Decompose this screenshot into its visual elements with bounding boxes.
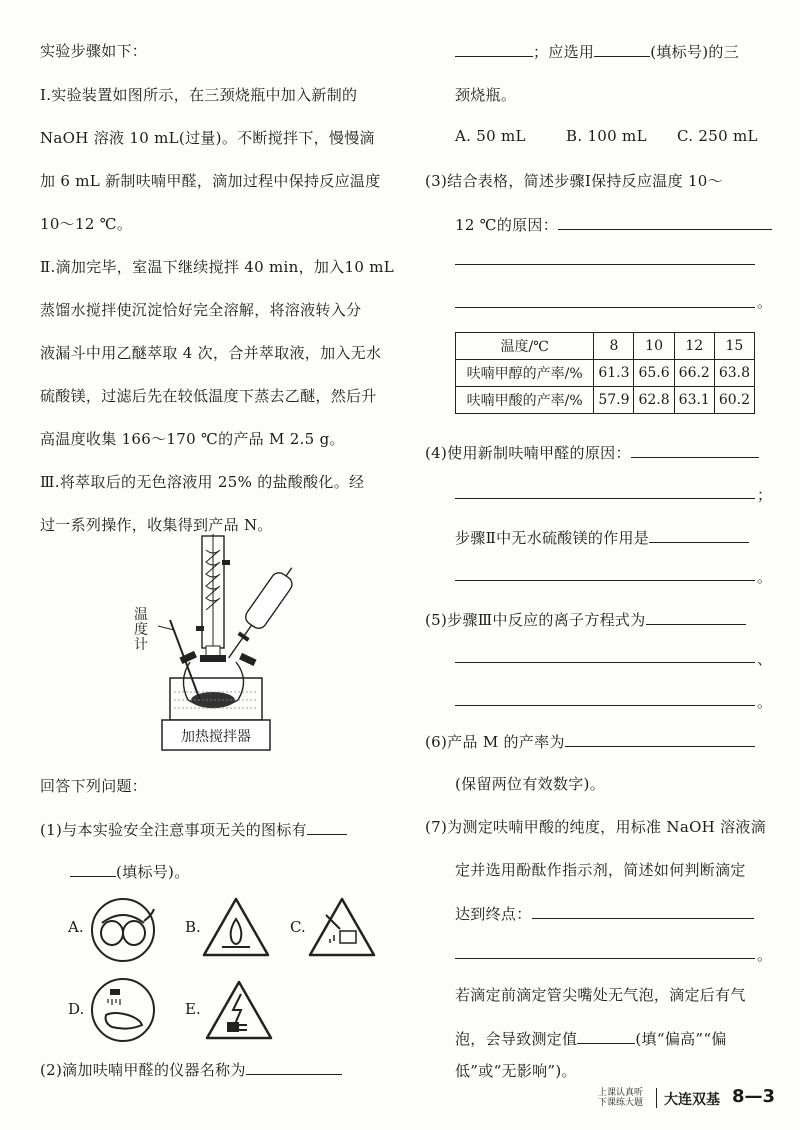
option-d-label: D. xyxy=(68,1000,85,1018)
footer-brand: 大连双基 xyxy=(664,1092,720,1108)
table-cell: 15 xyxy=(714,333,754,360)
question-7-options: (填“偏高”“偏 xyxy=(635,1030,727,1048)
answer-blank-q7a[interactable] xyxy=(532,902,754,919)
answer-intro: 回答下列问题： xyxy=(40,777,148,795)
stirrer-label: 加热搅拌器 xyxy=(181,729,251,745)
table-cell: 呋喃甲酸的产率/% xyxy=(456,387,594,414)
option-a-label: A. xyxy=(68,918,84,936)
q4-end-period: 。 xyxy=(757,568,773,586)
choice-a: A. 50 mL xyxy=(455,127,526,145)
question-7-line6: 低”或“无影响”)。 xyxy=(455,1062,577,1080)
footer-slogan xyxy=(598,1088,643,1108)
answer-blank-q4a[interactable] xyxy=(631,441,759,458)
answer-blank-q1b[interactable] xyxy=(70,860,116,877)
choice-c: C. 250 mL xyxy=(677,127,758,145)
answer-blank-q6[interactable] xyxy=(565,730,755,747)
choice-b: B. 100 mL xyxy=(566,127,647,145)
option-e-label: E. xyxy=(185,1000,201,1018)
question-5-line xyxy=(425,608,746,630)
question-3-line1: (3)结合表格，简述步骤Ⅰ保持反应温度 10～ xyxy=(425,172,723,190)
table-row xyxy=(456,387,755,414)
answer-blank-q7c[interactable] xyxy=(577,1027,635,1044)
step1-line2: NaOH 溶液 10 mL(过量)。不断搅拌下，慢慢滴 xyxy=(40,129,375,147)
wash-hands-icon[interactable] xyxy=(88,975,158,1045)
table-row xyxy=(456,360,755,387)
step3-line1: Ⅲ.将萃取后的无色溶液用 25% 的盐酸酸化。经 xyxy=(40,473,365,491)
answer-blank-q2c[interactable] xyxy=(594,40,650,57)
question-7-line5 xyxy=(455,1027,727,1049)
answer-blank-q5c[interactable] xyxy=(455,705,755,706)
q5-pause: 、 xyxy=(757,650,773,668)
table-cell: 63.1 xyxy=(674,387,714,414)
question-5-text: (5)步骤Ⅲ中反应的离子方程式为 xyxy=(425,611,646,629)
table-header-row xyxy=(456,333,755,360)
flask-text: 颈烧瓶。 xyxy=(455,86,517,104)
corrosive-icon[interactable] xyxy=(306,895,378,959)
question-4-line1 xyxy=(425,441,759,463)
question-3-line2 xyxy=(455,213,772,235)
table-cell: 62.8 xyxy=(634,387,674,414)
table-cell: 61.3 xyxy=(594,360,634,387)
answer-blank-q7b[interactable] xyxy=(455,958,755,959)
question-7-text: 达到终点： xyxy=(455,905,532,923)
question-6-line xyxy=(425,730,755,752)
question-7-line4: 若滴定前滴定管尖嘴处无气泡，滴定后有气 xyxy=(455,986,746,1004)
step2-line1: Ⅱ.滴加完毕，室温下继续搅拌 40 min，加入10 mL xyxy=(40,258,395,276)
footer-slogan-line2: 下课练大题 xyxy=(598,1098,644,1108)
question-4-line2 xyxy=(455,526,749,548)
steps-intro: 实验步骤如下： xyxy=(40,42,148,60)
page-footer xyxy=(598,1084,778,1112)
question-4-text: (4)使用新制呋喃甲醛的原因： xyxy=(425,444,631,462)
answer-blank-q3c[interactable] xyxy=(455,307,755,308)
question-2-line xyxy=(40,1058,342,1080)
thermometer-label: 温度计 xyxy=(134,607,148,653)
table-cell: 呋喃甲醇的产率/% xyxy=(456,360,594,387)
apparatus-figure xyxy=(118,530,358,760)
question-7-line1: (7)为测定呋喃甲酸的纯度，用标准 NaOH 溶液滴 xyxy=(425,818,767,836)
table-cell: 12 xyxy=(674,333,714,360)
step3-line2: 过一系列操作，收集得到产品 N。 xyxy=(40,516,273,534)
step2-line3: 液漏斗中用乙醚萃取 4 次，合并萃取液，加入无水 xyxy=(40,344,382,362)
question-1-line2 xyxy=(70,860,190,882)
question-7-text-2: 泡，会导致测定值 xyxy=(455,1030,578,1048)
question-1-text: (1)与本实验安全注意事项无关的图标有 xyxy=(40,821,307,839)
q2-continue-suffix: (填标号)的三 xyxy=(650,43,740,61)
q2-continue-text: ；应选用 xyxy=(533,43,595,61)
table-cell: 57.9 xyxy=(594,387,634,414)
question-7-line2: 定并选用酚酞作指示剂，简述如何判断滴定 xyxy=(455,861,746,879)
table-cell: 10 xyxy=(634,333,674,360)
yield-table xyxy=(455,332,755,414)
goggles-icon[interactable] xyxy=(88,895,158,965)
question-4-text-2: 步骤Ⅱ中无水硫酸镁的作用是 xyxy=(455,529,650,547)
footer-divider xyxy=(656,1088,657,1108)
question-6-text: (6)产品 M 的产率为 xyxy=(425,733,565,751)
answer-blank-q2[interactable] xyxy=(246,1058,342,1075)
table-cell: 温度/℃ xyxy=(456,333,594,360)
answer-blank-q4b[interactable] xyxy=(455,498,755,499)
table-cell: 60.2 xyxy=(714,387,754,414)
q7-end-period: 。 xyxy=(757,946,773,964)
q3-end-period: 。 xyxy=(757,293,773,311)
footer-slogan-line1: 上课认真听 xyxy=(598,1088,644,1098)
q4-semicolon: ； xyxy=(757,486,773,504)
question-3-text: 12 ℃的原因： xyxy=(455,216,559,234)
answer-blank-q5a[interactable] xyxy=(646,608,746,625)
step2-line4: 硫酸镁，过滤后先在较低温度下蒸去乙醚，然后升 xyxy=(40,387,377,405)
step1-line4: 10～12 ℃。 xyxy=(40,215,133,233)
table-cell: 63.8 xyxy=(714,360,754,387)
question-1-line1 xyxy=(40,818,347,840)
answer-blank-q4c[interactable] xyxy=(649,526,749,543)
flame-warning-icon[interactable] xyxy=(200,895,272,959)
question-1-suffix: (填标号)。 xyxy=(116,863,190,881)
question-6-note: (保留两位有效数字)。 xyxy=(455,775,606,793)
q2-continue-line xyxy=(455,40,739,62)
option-b-label: B. xyxy=(185,918,201,936)
answer-blank-q2b[interactable] xyxy=(455,40,533,57)
table-cell: 65.6 xyxy=(634,360,674,387)
step1-line3: 加 6 mL 新制呋喃甲醛，滴加过程中保持反应温度 xyxy=(40,172,381,190)
q5-end-period: 。 xyxy=(757,693,773,711)
question-7-line3 xyxy=(455,902,754,924)
option-c-label: C. xyxy=(290,918,306,936)
question-2-text: (2)滴加呋喃甲醛的仪器名称为 xyxy=(40,1061,246,1079)
step2-line2: 蒸馏水搅拌使沉淀恰好完全溶解，将溶液转入分 xyxy=(40,301,362,319)
electric-hazard-icon[interactable] xyxy=(203,978,275,1042)
answer-blank-q3a[interactable] xyxy=(558,213,772,230)
answer-blank-q5b[interactable] xyxy=(455,662,755,663)
step2-line5: 高温度收集 166～170 ℃的产品 M 2.5 g。 xyxy=(40,430,345,448)
answer-blank-q1[interactable] xyxy=(307,818,347,835)
table-cell: 66.2 xyxy=(674,360,714,387)
table-cell: 8 xyxy=(594,333,634,360)
page-number: 8—3 xyxy=(732,1086,776,1107)
answer-blank-q4d[interactable] xyxy=(455,580,755,581)
answer-blank-q3b[interactable] xyxy=(455,264,755,265)
step1-line1: Ⅰ.实验装置如图所示，在三颈烧瓶中加入新制的 xyxy=(40,86,358,104)
